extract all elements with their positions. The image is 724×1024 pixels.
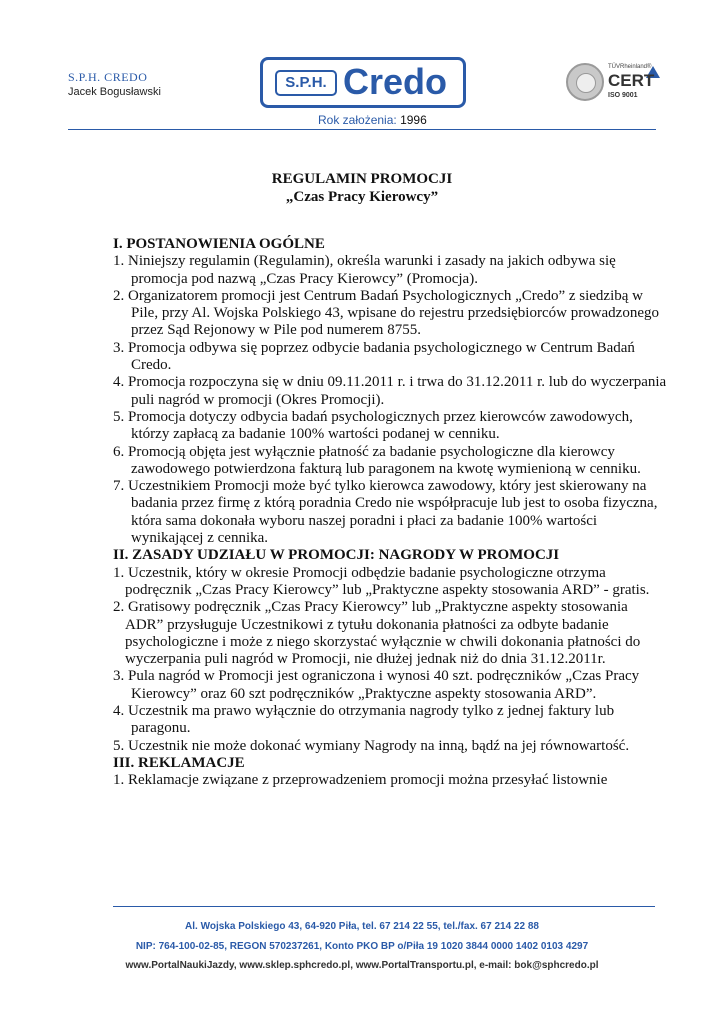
footer-registry: NIP: 764-100-02-85, REGON 570237261, Konto PKO BP o/Piła 19 1020 3844 0000 1402 0103 4297: [135, 941, 589, 952]
list-item: 2. Organizatorem promocji jest Centrum Badań Psychologicznych „Credo” z siedzibą w Pile, przy Al. Wojska Polskiego 43, wpisane do rejestru przedsiębiorców prowadzonego przez Sąd Rejonowy w Pile pod numerem 8755.: [113, 287, 659, 339]
list-item: 1. Niniejszy regulamin (Regulamin), określa warunki i zasady na jakich odbywa się promocja pod nazwą „Czas Pracy Kierowcy” (Promocja).: [113, 253, 616, 287]
document-title: REGULAMIN PROMOCJI: [271, 171, 453, 187]
footer-websites: www.PortalNaukiJazdy, www.sklep.sphcredo.pl, www.PortalTransportu.pl, e-mail: bok@sphcredo.pl: [125, 960, 599, 971]
tuv-cert-badge: [566, 63, 662, 103]
list-item: 7. Uczestnikiem Promocji może być tylko kierowca zawodowy, który jest skierowany na badania przez firmę z którą poradnia Credo nie współpracuje lub jest to osoba fizyczna, która sama dokonała wyboru naszej poradni i płaci za badanie 100% wartości wynikającej z cennika.: [113, 478, 658, 547]
list-item: 3. Promocja odbywa się poprzez odbycie badania psychologicznego w Centrum Badań Credo.: [113, 339, 635, 374]
cert-seal-icon: [566, 63, 604, 101]
logo-sph: S.P.H.: [275, 70, 337, 96]
section-heading: III. REKLAMACJE: [113, 754, 245, 771]
section-heading: I. POSTANOWIENIA OGÓLNE: [113, 236, 325, 252]
list-item: 6. Promocją objęta jest wyłącznie płatność za badanie psychologiczne dla kierowcy zawodowego potwierdzona fakturą lub paragonem na kwotę wymienioną w cenniku.: [113, 443, 641, 477]
owner-name: Jacek Bogusławski: [68, 86, 161, 98]
founded-year: 1996: [400, 113, 427, 127]
header-divider: [68, 129, 656, 130]
list-item: 2. Gratisowy podręcznik „Czas Pracy Kierowcy” lub „Praktyczne aspekty stosowania ADR” przysługuje Uczestnikowi z tytułu dokonania płatności za odbyte badanie psychologiczne i może z niego skorzystać wyłącznie w chwili dokonania płatności do wyczerpania puli nagród w Promocji, nie dłużej jednak niż do dnia 31.12.2011r.: [113, 599, 641, 668]
list-item: 1. Uczestnik, który w okresie Promocji odbędzie badanie psychologiczne otrzyma podręcznik „Czas Pracy Kierowcy” lub „Praktyczne aspekty stosowania ARD” - gratis.: [113, 564, 650, 598]
list-item: 3. Pula nagród w Promocji jest ograniczona i wynosi 40 szt. podręczników „Czas Pracy Kierowcy” oraz 60 szt podręczników „Praktyczne aspekty stosowania ARD”.: [113, 668, 640, 702]
document-subtitle: „Czas Pracy Kierowcy”: [285, 189, 439, 205]
cert-tuv: TÜVRheinland®: [608, 64, 652, 70]
company-name: S.P.H. CREDO: [68, 70, 148, 84]
footer-address: Al. Wojska Polskiego 43, 64-920 Piła, tel. 67 214 22 55, tel./fax. 67 214 22 88: [185, 921, 539, 932]
credo-logo: [260, 57, 466, 108]
cert-iso: ISO 9001: [608, 92, 638, 99]
list-item: 4. Uczestnik ma prawo wyłącznie do otrzymania nagrody tylko z jednej faktury lub paragonu.: [113, 703, 615, 737]
list-item: 4. Promocja rozpoczyna się w dniu 09.11.2011 r. i trwa do 31.12.2011 r. lub do wyczerpania puli nagród w promocji (Okres Promocji).: [113, 374, 667, 408]
header-company-block: [68, 70, 161, 100]
footer-divider: [113, 906, 655, 907]
list-item: 5. Uczestnik nie może dokonać wymiany Nagrody na inną, bądź na jej równowartość.: [113, 737, 630, 754]
logo-word: Credo: [343, 61, 448, 102]
list-item: 1. Reklamacje związane z przeprowadzeniem promocji można przesyłać listownie: [113, 772, 608, 789]
founded-line: [318, 113, 427, 127]
section-heading: II. ZASADY UDZIAŁU W PROMOCJI: NAGRODY W PROMOCJI: [113, 547, 560, 564]
founded-label: Rok założenia:: [318, 113, 397, 127]
list-item: 5. Promocja dotyczy odbycia badań psychologicznych przez kierowców zawodowych, którzy zapłacą za badanie 100% wartości podanej w cenniku.: [113, 408, 633, 443]
cert-word: CERT: [608, 71, 655, 90]
document-body: [113, 236, 668, 790]
